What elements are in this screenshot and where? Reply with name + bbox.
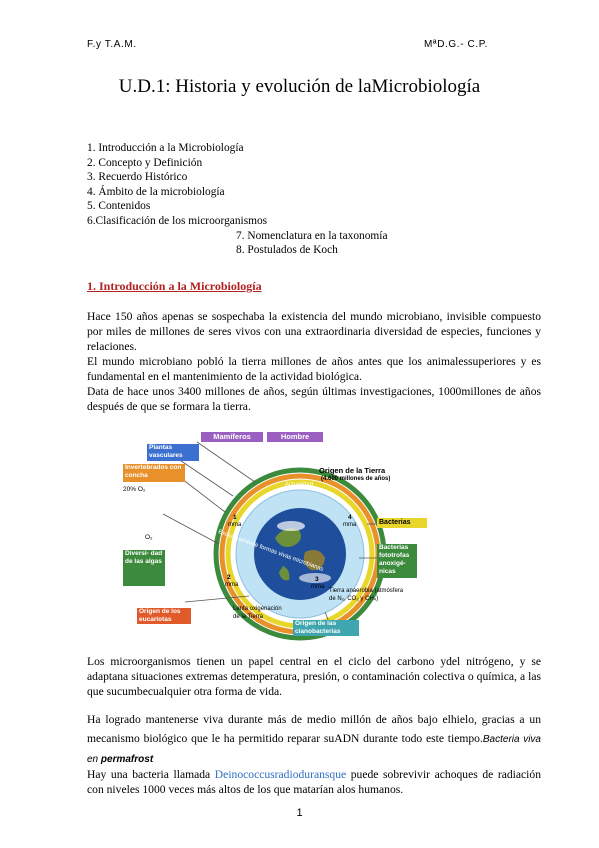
tag-eucariotas: Origen de los eucariotas [137,608,191,624]
paragraph-deinococcus [87,767,541,797]
label-mma-unit: mma [228,522,242,528]
label-origin: Origen de la Tierra [319,466,386,475]
label-arc: Exclusivamente formas vivas microbianas [217,529,325,573]
deinococcus-link[interactable]: Deinococcusradioduransque [214,768,347,781]
label-mma-4: 4 [348,514,352,521]
section-heading: 1. Introducción a la Microbiología [87,279,262,293]
paragraph-line: Data de hace unos 3400 millones de años, según últimas investigaciones, 1000millones de años después de que se formara la tierra. [87,385,541,413]
paragraph-cycle: Los microorganismos tienen un papel central en el ciclo del carbono ydel nitrógeno, y se adaptana situaciones extremas detemperatura, presión, o contaminación colectiva o química, a las que sucumbecualquier otra forma de vida. [87,655,541,698]
label-mma-3: 3 [315,576,319,583]
header-left: F.y T.A.M. [87,39,137,50]
toc-item: 6.Clasificación de los microorganismos [87,214,268,227]
header-right: MªD.G.- C.P. [424,39,489,50]
page-number: 1 [296,807,303,819]
permafrost-bold-italic: permafrost [100,754,154,765]
toc-item: 1. Introducción a la Microbiología [87,142,244,154]
label-mma-unit: mma [311,584,325,590]
permafrost-text: Ha logrado mantenerse viva durante más de medio millón de años bajo elhielo, gracias a un mecanismo biológico que le ha permitido reparar suADN durante todo este tiempo. [87,713,541,745]
figure-labels [115,426,445,644]
toc-item: 7. Nomenclatura en la taxonomía [236,229,388,242]
toc-item: 8. Postulados de Koch [236,244,338,257]
tag-invertebrados: Invertebrados con concha [123,464,185,482]
tag-mamiferos: Mamíferos [201,432,263,442]
table-of-contents [87,141,388,258]
tag-bacterias: Bacterias [377,518,427,528]
tag-hombre: Hombre [267,432,323,442]
label-actualidad: Actualidad [285,482,314,488]
paragraph-line: El mundo microbiano pobló la tierra millones de años antes que los animalessuperiores y es fundamental en el mantenimiento de la actividad biológica. [87,355,541,383]
label-o2: O₂ [145,534,153,541]
toc-item: 3. Recuerdo Histórico [87,171,188,184]
label-anaerobia: Tierra anaerobia (atmósfera de N₂, CO₂ y CH₄) [329,588,404,602]
label-mma-1: 1 [233,514,237,521]
tag-plantas: Plantas vasculares [147,444,199,461]
tag-cianobacterias: Origen de las cianobacterias [293,620,359,636]
label-mma-2: 2 [227,574,231,581]
label-mma-unit: mma [225,582,239,588]
label-lenta: Lenta oxigenación de la Tierra [233,606,282,620]
toc-item: 5. Contenidos [87,200,151,213]
intro-paragraph [87,309,541,414]
label-origin-sub: (4.600 millones de años) [321,476,391,482]
deinococcus-text-b: puede sobrevivir achoques de radiación con niveles 1000 veces más altos de los que matarían alos humanos. [87,768,541,796]
toc-item: 4. Ámbito de la microbiología [87,185,225,198]
page-title: U.D.1: Historia y evolución de laMicrobiología [118,76,481,97]
tag-fototrofas: Bacterias fototrofas anoxigé- nicas [377,544,417,578]
permafrost-italic: Bacteria viva en [87,734,541,765]
toc-item: 2. Concepto y Definición [87,156,203,169]
label-20-o2: 20% O₂ [123,486,146,493]
label-mma-unit: mma [343,522,357,528]
deinococcus-text-a: Hay una bacteria llamada [87,768,215,781]
tag-algas: Diversi- dad de las algas [123,550,165,586]
paragraph-permafrost [87,710,541,769]
paragraph-line: Hace 150 años apenas se sospechaba la existencia del mundo microbiano, invisible compuesto por miles de millones de seres vivos con una extraordinaria diversidad de especies, funciones y relaciones. [87,310,541,353]
